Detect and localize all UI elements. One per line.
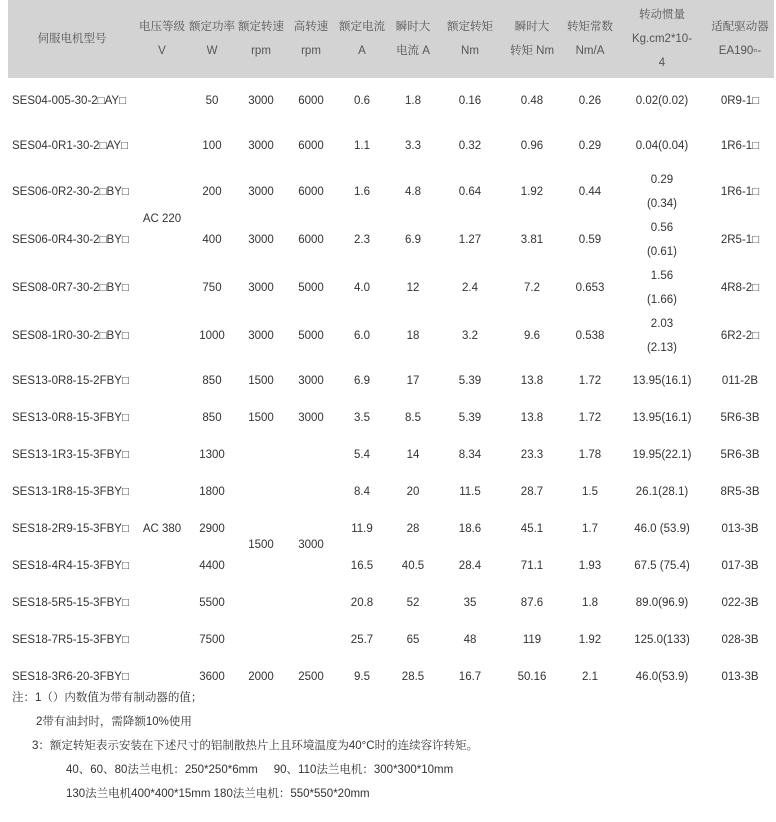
peak-torque-cell: 13.8 (520, 375, 544, 387)
inertia-cell (618, 168, 706, 216)
note-line: 3：额定转矩表示安装在下述尺寸的铝制散热片上且环境温度为40°C时的连续容许转矩。 (32, 740, 479, 752)
driver-cell: 017-3B (721, 560, 759, 572)
rated-current-cell: 6.9 (354, 375, 370, 387)
rated-current-cell: 1.6 (354, 186, 370, 198)
max-speed-cell: 6000 (298, 234, 324, 246)
table-row (8, 476, 774, 508)
driver-cell: 5R6-3B (720, 412, 760, 424)
note-part: 40、60、80法兰电机：250*250*6mm (66, 764, 258, 776)
rated-torque-cell: 35 (463, 597, 477, 609)
table-row (8, 78, 774, 124)
driver-cell: 6R2-2□ (720, 330, 760, 342)
notes-section (12, 686, 772, 806)
rated-current-cell: 5.4 (354, 449, 370, 461)
rated-current-cell: 20.8 (350, 597, 374, 609)
note-part: 90、110法兰电机：300*300*10mm (273, 764, 454, 776)
torque-constant-cell: 1.72 (578, 412, 602, 424)
inertia-value: 125.0(133) (634, 634, 690, 646)
rated-torque-cell: 1.27 (458, 234, 482, 246)
inertia-cell (618, 216, 706, 264)
inertia-cell (618, 124, 706, 168)
rated-torque-cell: 0.16 (458, 95, 482, 107)
rated-current-cell: 3.5 (354, 412, 370, 424)
peak-torque-cell: 9.6 (524, 330, 540, 342)
header-max-speed: 高转速 rpm (286, 0, 336, 78)
rated-speed-cell: 3000 (248, 282, 274, 294)
inertia-cell (618, 434, 706, 476)
rated-current-cell: 16.5 (350, 560, 374, 572)
driver-cell: 2R5-1□ (720, 234, 760, 246)
inertia-value: 46.0(53.9) (635, 671, 689, 683)
torque-constant-cell: 1.7 (582, 523, 598, 535)
driver-cell: 013-3B (721, 523, 759, 535)
rated-speed-cell: 1500 (248, 539, 274, 551)
rated-speed-cell: 3000 (248, 95, 274, 107)
rated-torque-cell: 2.4 (462, 282, 478, 294)
rated-torque-cell: 0.32 (458, 140, 482, 152)
rated-speed-cell: 2000 (248, 671, 274, 683)
driver-cell: 022-3B (721, 597, 759, 609)
inertia-value: 2.03 (650, 318, 674, 330)
rated-speed-cell: 3000 (248, 140, 274, 152)
peak-torque-cell: 7.2 (524, 282, 540, 294)
peak-torque-cell: 28.7 (520, 486, 544, 498)
header-driver: 适配驱动器 EA190▫- (706, 0, 774, 78)
model-cell: SES18-7R5-15-3FBY□ (12, 634, 129, 646)
table-row (8, 508, 774, 550)
inertia-value: 0.04(0.04) (635, 140, 689, 152)
header-rated-speed: 额定转速 rpm (236, 0, 286, 78)
voltage-cell: AC 220 (142, 213, 182, 225)
rated-current-cell: 4.0 (354, 282, 370, 294)
inertia-value: (0.34) (646, 198, 678, 210)
peak-torque-cell: 0.96 (520, 140, 544, 152)
model-cell: SES13-1R8-15-3FBY□ (12, 486, 129, 498)
peak-torque-cell: 50.16 (517, 671, 547, 683)
max-speed-cell: 5000 (298, 282, 324, 294)
torque-constant-cell: 1.93 (578, 560, 602, 572)
inertia-value: 89.0(96.9) (635, 597, 689, 609)
torque-constant-cell: 1.8 (582, 597, 598, 609)
rated-current-cell: 2.3 (354, 234, 370, 246)
power-cell: 850 (202, 375, 222, 387)
driver-cell: 028-3B (721, 634, 759, 646)
rated-current-cell: 6.0 (354, 330, 370, 342)
power-cell: 2900 (199, 523, 225, 535)
inertia-value: 0.56 (650, 222, 674, 234)
model-cell: SES18-4R4-15-3FBY□ (12, 560, 129, 572)
rated-torque-cell: 5.39 (458, 375, 482, 387)
rated-current-cell: 11.9 (351, 523, 373, 535)
inertia-value: 67.5 (75.4) (634, 560, 690, 572)
torque-constant-cell: 0.26 (578, 95, 602, 107)
rated-torque-cell: 16.7 (458, 671, 482, 683)
peak-torque-cell: 71.1 (520, 560, 544, 572)
power-cell: 50 (205, 95, 219, 107)
driver-cell: 1R6-1□ (720, 140, 760, 152)
inertia-cell (618, 550, 706, 582)
peak-torque-cell: 0.48 (520, 95, 544, 107)
torque-constant-cell: 1.92 (578, 634, 602, 646)
model-cell: SES04-0R1-30-2□AY□ (12, 140, 128, 152)
rated-speed-cell: 3000 (248, 186, 274, 198)
table-row (8, 360, 774, 402)
rated-torque-cell: 28.4 (458, 560, 482, 572)
table-row (8, 402, 774, 434)
peak-current-cell: 14 (406, 449, 420, 461)
header-inertia: 转动惯量 Kg.cm2*10- 4 (618, 0, 706, 78)
rated-current-cell: 0.6 (354, 95, 370, 107)
inertia-value: 13.95(16.1) (632, 375, 692, 387)
peak-torque-cell: 45.1 (520, 523, 544, 535)
inertia-cell (618, 476, 706, 508)
driver-cell: 1R6-1□ (720, 186, 760, 198)
rated-speed-cell: 1500 (248, 412, 274, 424)
power-cell: 1800 (199, 486, 225, 498)
power-cell: 400 (202, 234, 222, 246)
torque-constant-cell: 0.44 (578, 186, 602, 198)
table-row (8, 434, 774, 476)
peak-current-cell: 17 (406, 375, 420, 387)
peak-current-cell: 28.5 (401, 671, 425, 683)
header-torque-constant: 转矩常数 Nm/A (562, 0, 618, 78)
peak-current-cell: 6.9 (405, 234, 421, 246)
note-line: 2带有油封时，需降额10%使用 (36, 716, 192, 728)
model-cell: SES18-3R6-20-3FBY□ (12, 671, 129, 683)
peak-torque-cell: 119 (522, 634, 542, 646)
note-line (12, 758, 772, 782)
torque-constant-cell: 1.72 (578, 375, 602, 387)
header-peak-current: 瞬时大 电流 A (388, 0, 438, 78)
rated-torque-cell: 11.5 (459, 486, 481, 498)
peak-torque-cell: 23.3 (520, 449, 544, 461)
header-voltage: 电压等级 V (136, 0, 188, 78)
inertia-value: 1.56 (650, 270, 674, 282)
note-line: 130法兰电机400*400*15mm 180法兰电机：550*550*20mm (66, 788, 370, 800)
torque-constant-cell: 0.29 (578, 140, 602, 152)
peak-current-cell: 8.5 (405, 412, 421, 424)
model-cell: SES13-1R3-15-3FBY□ (12, 449, 129, 461)
inertia-cell (618, 402, 706, 434)
header-model: 伺服电机型号 (8, 0, 136, 78)
power-cell: 3600 (199, 671, 225, 683)
header-row (8, 0, 774, 78)
driver-cell: 5R6-3B (720, 449, 760, 461)
power-cell: 1000 (199, 330, 225, 342)
rated-current-cell: 9.5 (354, 671, 370, 683)
inertia-cell (618, 624, 706, 656)
inertia-value: 26.1(28.1) (635, 486, 689, 498)
max-speed-cell: 5000 (298, 330, 324, 342)
peak-torque-cell: 3.81 (520, 234, 544, 246)
table-row (8, 550, 774, 582)
peak-torque-cell: 87.6 (520, 597, 544, 609)
inertia-cell (618, 78, 706, 124)
rated-current-cell: 1.1 (354, 140, 370, 152)
inertia-cell (618, 508, 706, 550)
peak-current-cell: 52 (406, 597, 420, 609)
power-cell: 1300 (199, 449, 225, 461)
peak-current-cell: 1.8 (405, 95, 421, 107)
inertia-value: 0.02(0.02) (635, 95, 689, 107)
torque-constant-cell: 2.1 (582, 671, 598, 683)
rated-torque-cell: 48 (463, 634, 477, 646)
model-cell: SES13-0R8-15-2FBY□ (12, 375, 129, 387)
table-row (8, 582, 774, 624)
table-row (8, 168, 774, 216)
model-cell: SES18-2R9-15-3FBY□ (12, 523, 129, 535)
power-cell: 5500 (199, 597, 225, 609)
driver-cell: 8R5-3B (720, 486, 760, 498)
header-power: 额定功率 W (188, 0, 236, 78)
power-cell: 750 (202, 282, 222, 294)
max-speed-cell: 2500 (298, 671, 324, 683)
table-row (8, 624, 774, 656)
header-rated-torque: 额定转矩 Nm (438, 0, 502, 78)
rated-current-cell: 25.7 (350, 634, 374, 646)
max-speed-cell: 6000 (298, 95, 324, 107)
table-row (8, 312, 774, 360)
max-speed-cell: 3000 (298, 412, 324, 424)
inertia-value: 13.95(16.1) (632, 412, 692, 424)
model-cell: SES18-5R5-15-3FBY□ (12, 597, 129, 609)
power-cell: 7500 (199, 634, 225, 646)
inertia-cell (618, 264, 706, 312)
max-speed-cell: 6000 (298, 186, 324, 198)
max-speed-cell: 6000 (298, 140, 324, 152)
peak-torque-cell: 13.8 (520, 412, 544, 424)
power-cell: 200 (202, 186, 222, 198)
torque-constant-cell: 1.5 (582, 486, 598, 498)
inertia-cell (618, 312, 706, 360)
driver-cell: 4R8-2□ (720, 282, 760, 294)
power-cell: 4400 (199, 560, 225, 572)
torque-constant-cell: 0.653 (575, 282, 605, 294)
inertia-value: (0.61) (646, 246, 678, 258)
rated-speed-cell: 3000 (248, 234, 274, 246)
driver-cell: 013-3B (721, 671, 759, 683)
power-cell: 850 (202, 412, 222, 424)
rated-current-cell: 8.4 (354, 486, 370, 498)
model-cell: SES13-0R8-15-3FBY□ (12, 412, 129, 424)
inertia-value: (2.13) (646, 342, 678, 354)
peak-current-cell: 65 (406, 634, 420, 646)
table-row (8, 216, 774, 264)
inertia-value: 0.29 (650, 174, 674, 186)
driver-cell: 011-2B (721, 375, 759, 387)
rated-torque-cell: 5.39 (458, 412, 482, 424)
peak-current-cell: 28 (406, 523, 420, 535)
table-row (8, 124, 774, 168)
peak-current-cell: 40.5 (401, 560, 425, 572)
inertia-cell (618, 360, 706, 402)
model-cell: SES04-005-30-2□AY□ (12, 95, 127, 107)
torque-constant-cell: 0.59 (578, 234, 602, 246)
torque-constant-cell: 1.78 (578, 449, 602, 461)
rated-torque-cell: 8.34 (458, 449, 482, 461)
inertia-value: 19.95(22.1) (632, 449, 692, 461)
note-line: 注：1（）内数值为带有制动器的值； (12, 692, 203, 704)
model-cell: SES06-0R2-30-2□BY□ (12, 186, 129, 198)
header-rated-current: 额定电流 A (336, 0, 388, 78)
peak-current-cell: 20 (406, 486, 420, 498)
power-cell: 100 (202, 140, 222, 152)
model-cell: SES06-0R4-30-2□BY□ (12, 234, 129, 246)
peak-torque-cell: 1.92 (520, 186, 544, 198)
model-cell: SES08-1R0-30-2□BY□ (12, 330, 129, 342)
header-peak-torque: 瞬时大 转矩 Nm (502, 0, 562, 78)
peak-current-cell: 18 (406, 330, 420, 342)
driver-cell: 0R9-1□ (720, 95, 760, 107)
torque-constant-cell: 0.538 (575, 330, 605, 342)
rated-speed-cell: 1500 (248, 375, 274, 387)
max-speed-cell: 3000 (298, 375, 324, 387)
rated-torque-cell: 0.64 (458, 186, 482, 198)
peak-current-cell: 12 (406, 282, 420, 294)
motor-spec-table (8, 0, 774, 698)
inertia-cell (618, 582, 706, 624)
table-row (8, 264, 774, 312)
max-speed-cell: 3000 (298, 539, 324, 551)
inertia-value: (1.66) (646, 294, 678, 306)
voltage-cell: AC 380 (142, 523, 182, 535)
rated-torque-cell: 3.2 (462, 330, 478, 342)
rated-speed-cell: 3000 (248, 330, 274, 342)
peak-current-cell: 3.3 (405, 140, 421, 152)
inertia-value: 46.0 (53.9) (634, 523, 690, 535)
model-cell: SES08-0R7-30-2□BY□ (12, 282, 129, 294)
rated-torque-cell: 18.6 (458, 523, 482, 535)
peak-current-cell: 4.8 (405, 186, 421, 198)
